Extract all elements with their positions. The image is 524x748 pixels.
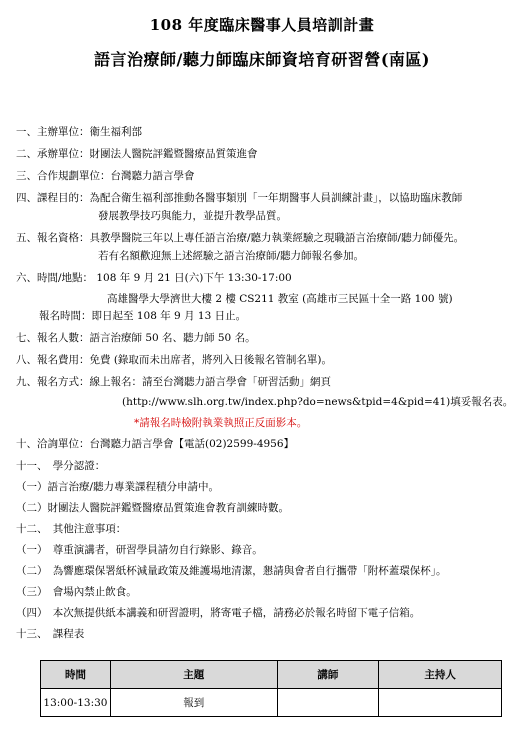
schedule-heading: 十三、 課程表 bbox=[16, 628, 85, 640]
table-row bbox=[41, 689, 502, 717]
eligibility-line: 五、報名資格：具教學醫院三年以上專任語言治療/聽力執業經驗之現職語言治療師/聽力師優先。 bbox=[16, 232, 465, 244]
col-header-topic: 主題 bbox=[110, 661, 277, 689]
contact-line: 十、洽詢單位：台灣聽力語言學會【電話(02)2599-4956】 bbox=[16, 438, 295, 450]
license-note: *請報名時檢附執業執照正反面影本。 bbox=[134, 417, 308, 429]
registration-method-line: 九、報名方式：線上報名：請至台灣聽力語言學會「研習活動」網頁 bbox=[16, 376, 331, 388]
fee-line: 八、報名費用：免費 (錄取而未出席者，將列入日後報名管制名單)。 bbox=[16, 354, 333, 366]
col-header-time: 時間 bbox=[41, 661, 111, 689]
registration-url[interactable]: (http://www.slh.org.tw/index.php?do=news&tpid=4&pid=41)填妥報名表。 bbox=[122, 396, 514, 408]
purpose-line: 四、課程目的：為配合衛生福利部推動各醫事類別「一年期醫事人員訓練計畫」，以協助臨床教師 bbox=[16, 192, 463, 204]
schedule-header-row bbox=[41, 661, 502, 689]
cell-host bbox=[379, 689, 502, 717]
document-title: 108 年度臨床醫事人員培訓計畫 bbox=[149, 16, 375, 34]
partner-line: 三、合作規劃單位：台灣聽力語言學會 bbox=[16, 170, 195, 182]
contractor-line: 二、承辦單位：財團法人醫院評鑑暨醫療品質策進會 bbox=[16, 148, 258, 160]
registration-period-line: 報名時間：即日起至 108 年 9 月 13 日止。 bbox=[39, 310, 247, 322]
time-place-line: 六、時間/地點： 108 年 9 月 21 日(六)下午 13:30-17:00 bbox=[16, 272, 292, 284]
schedule-table bbox=[40, 660, 502, 717]
note-item-3: （三） 會場內禁止飲食。 bbox=[16, 586, 137, 598]
document-subtitle: 語言治療師/聽力師臨床師資培育研習營(南區) bbox=[94, 50, 430, 69]
note-item-1: （一） 尊重演講者，研習學員請勿自行錄影、錄音。 bbox=[16, 544, 263, 556]
col-header-lecturer: 講師 bbox=[277, 661, 379, 689]
note-item-2: （二） 為響應環保署紙杯減量政策及維護場地清潔，懇請與會者自行攜帶「附杯蓋環保杯」。 bbox=[16, 565, 447, 577]
venue-line: 高雄醫學大學濟世大樓 2 樓 CS211 教室 (高雄市三民區十全一路 100 號) bbox=[107, 293, 453, 305]
capacity-line: 七、報名人數：語言治療師 50 名、聽力師 50 名。 bbox=[16, 332, 256, 344]
note-item-4: （四） 本次無提供紙本講義和研習證明，將寄電子檔，請務必於報名時留下電子信箱。 bbox=[16, 607, 421, 619]
credit-heading: 十一、 學分認證： bbox=[16, 460, 106, 472]
organizer-line: 一、主辦單位：衛生福利部 bbox=[16, 126, 142, 138]
col-header-host: 主持人 bbox=[379, 661, 502, 689]
credit-item-1: （一）語言治療/聽力專業課程積分申請中。 bbox=[16, 481, 220, 493]
notes-heading: 十二、 其他注意事項： bbox=[16, 523, 127, 535]
cell-topic: 報到 bbox=[110, 689, 277, 717]
cell-time: 13:00-13:30 bbox=[41, 689, 111, 717]
cell-lecturer bbox=[277, 689, 379, 717]
credit-item-2: （二）財團法人醫院評鑑暨醫療品質策進會教育訓練時數。 bbox=[16, 502, 289, 514]
eligibility-line-cont: 若有名額歡迎無上述經驗之語言治療師/聽力師報名參加。 bbox=[98, 250, 365, 262]
purpose-line-cont: 發展教學技巧與能力，並提升教學品質。 bbox=[98, 210, 287, 222]
